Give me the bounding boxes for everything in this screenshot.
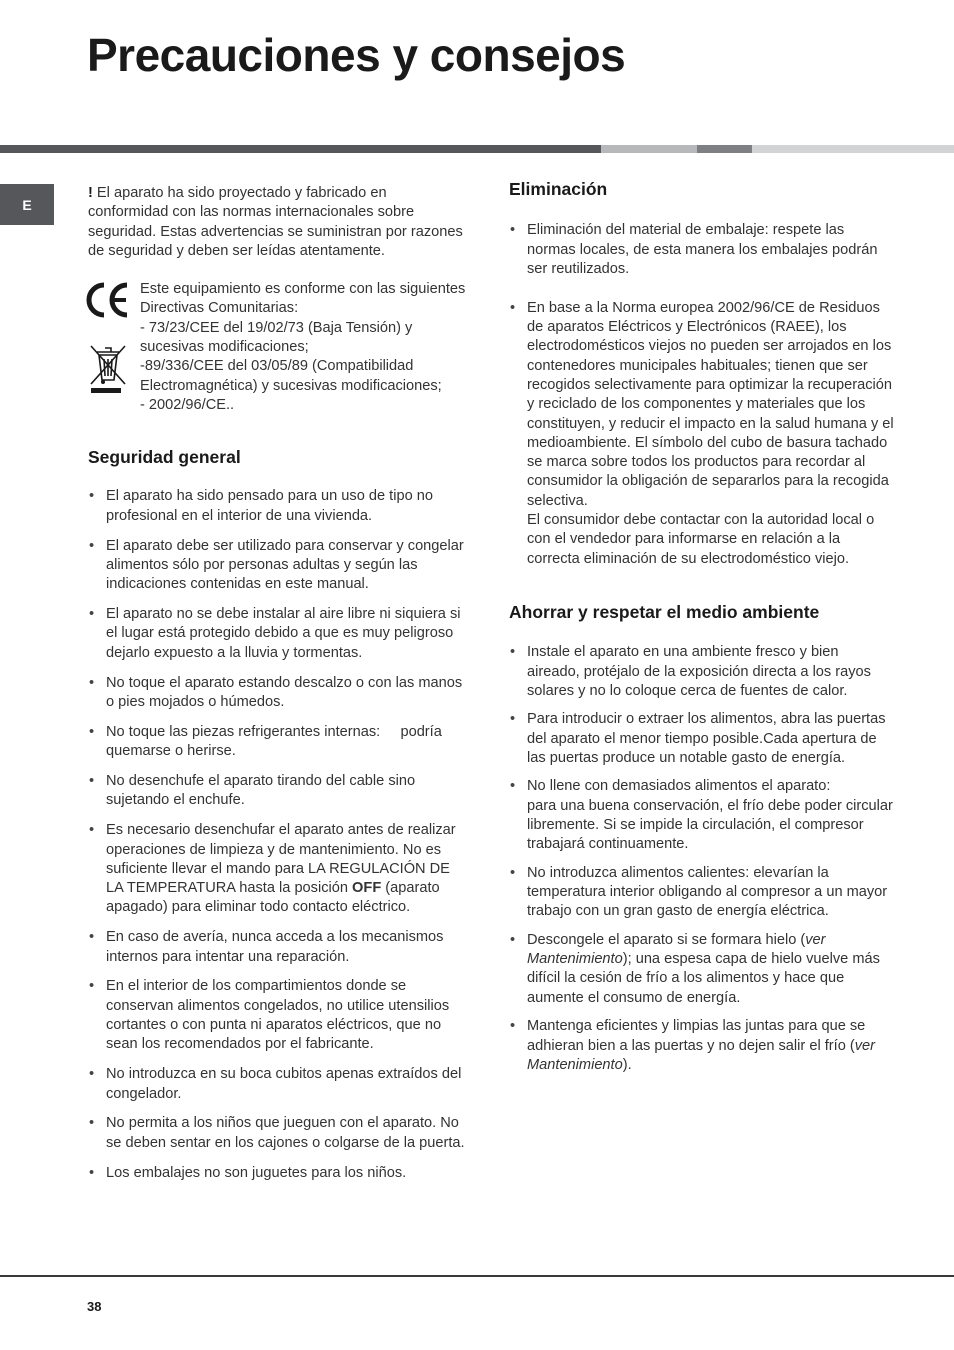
list-item: • El aparato ha sido pensado para un uso de tipo no profesional en el interior de una vivienda. [88, 487, 466, 526]
list-item: • El aparato no se debe instalar al aire libre ni siquiera si el lugar está protegido debido a que es muy peligroso dejarlo expuesto a la lluvia y tormentas. [88, 605, 466, 663]
list-item [509, 299, 894, 569]
list-item: • Para introducir o extraer los alimentos, abra las puertas del aparato el menor tiempo posible.Cada apertura de las puertas produce un notable gasto de energía. [509, 710, 894, 768]
section-heading-ahorrar: Ahorrar y respetar el medio ambiente [509, 601, 820, 622]
list-item-text: • No llene con demasiados alimentos el aparato: [527, 778, 831, 795]
list-item: • No toque las piezas refrigerantes internas: podría quemarse o herirse. [88, 723, 466, 762]
crossed-wheelie-bin-icon [84, 338, 132, 398]
header-bar-segment [697, 145, 752, 153]
left-column [88, 184, 466, 1194]
header-bar-segment [601, 145, 697, 153]
list-item-text: • En base a la Norma europea 2002/96/CE de Residuos de aparatos Eléctricos y Electrónicos (RAEE), los electrodomésticos viejos no pueden ser arrojados en los contenedores municipales habituales; tienen que ser recogidos selectivamente para optimizar la recuperación y reciclado de los componentes y materiales que los constituyen, y reducir el impacto en la salud humana y el medioambiente. El símbolo del cubo de basura tachado se marca sobre todos los productos para recordar al consumidor la obligación de separarlos para la recogida selectiva. [527, 299, 894, 509]
compliance-line: - 2002/96/CE.. [140, 396, 235, 413]
list-item [509, 777, 894, 854]
list-item-text: Es necesario desenchufar el aparato antes de realizar operaciones de limpieza y de mantenimiento. No es suficiente llevar el mando para LA REGULACIÓN DE LA TEMPERATURA hasta la posición [106, 822, 456, 897]
ahorrar-list [509, 643, 894, 1075]
off-position-label: OFF [352, 880, 382, 897]
list-item: • Eliminación del material de embalaje: respete las normas locales, de esta manera los embalajes podrán ser reutilizados. [509, 221, 894, 279]
warning-mark: ! [88, 185, 93, 201]
list-item-text: (aparato apagado) para eliminar todo contacto eléctrico. [106, 880, 440, 916]
list-item: • No introduzca en su boca cubitos apenas extraídos del congelador. [88, 1065, 466, 1104]
intro-text: El aparato ha sido proyectado y fabricado en conformidad con las normas internacionales sobre seguridad. Estas advertencias se suministran por razones de seguridad y deben ser leídas atentamente. [88, 185, 463, 259]
list-item-text: Descongele el aparato si se formara hielo ( [527, 931, 806, 948]
eliminacion-list [509, 221, 894, 569]
compliance-icons [84, 280, 132, 405]
seguridad-list [88, 487, 466, 1182]
compliance-line: - 73/23/CEE del 19/02/73 (Baja Tensión) y sucesivas modificaciones; [140, 319, 413, 356]
compliance-line: -89/336/CEE del 03/05/89 (Compatibilidad Electromagnética) y sucesivas modificaciones; [140, 358, 442, 394]
compliance-line: Este equipamiento es conforme con las siguientes Directivas Comunitarias: [140, 281, 466, 317]
section-heading-seguridad: Seguridad general [88, 447, 241, 468]
page-title: Precauciones y consejos [87, 29, 626, 81]
list-item: • Los embalajes no son juguetes para los niños. [88, 1164, 466, 1183]
list-item: • No toque el aparato estando descalzo o con las manos o pies mojados o húmedos. [88, 674, 466, 713]
list-item: • En el interior de los compartimientos donde se conservan alimentos congelados, no utilice utensilios cortantes o con punta ni aparatos eléctricos, que no sean los recomendados por el fabricante. [88, 977, 466, 1054]
list-item-text: ). [622, 1056, 632, 1073]
list-item-text: El consumidor debe contactar con la autoridad local o con el vendedor para informarse en relación a la correcta eliminación de su electrodoméstico viejo. [527, 512, 875, 567]
list-item-text: para una buena conservación, el frío debe poder circular libremente. Si se impide la circulación, el compresor trabajará continuamente. [527, 797, 893, 853]
list-item: • No desenchufe el aparato tirando del cable sino sujetando el enchufe. [88, 772, 466, 811]
list-item: • No introduzca alimentos calientes: elevarían la temperatura interior obligando al compresor a un mayor trabajo con un gran gasto de energía eléctrica. [509, 864, 894, 922]
language-tab: E [0, 184, 54, 225]
ce-mark-icon [84, 280, 132, 320]
list-item [509, 931, 894, 1008]
right-column [509, 176, 894, 1084]
list-item: • Instale el aparato en una ambiente fresco y bien aireado, protéjalo de la exposición directa a los rayos solares y no lo coloque cerca de fuentes de calor. [509, 643, 894, 701]
list-item [509, 1017, 894, 1075]
cross-reference: ver Mantenimiento [527, 931, 826, 968]
section-heading-eliminacion: Eliminación [509, 179, 608, 199]
compliance-text [140, 280, 468, 415]
intro-paragraph [88, 184, 466, 261]
footer-rule [0, 1275, 954, 1277]
list-item: • En caso de avería, nunca acceda a los mecanismos internos para intentar una reparación. [88, 928, 466, 967]
list-item [88, 821, 466, 917]
cross-reference: ver Mantenimiento [527, 1037, 876, 1073]
list-item: • No permita a los niños que jueguen con el aparato. No se deben sentar en los cajones o colgarse de la puerta. [88, 1114, 466, 1153]
list-item: • El aparato debe ser utilizado para conservar y congelar alimentos sólo por personas adultas y según las indicaciones contenidas en este manual. [88, 537, 466, 595]
compliance-block [88, 280, 466, 413]
header-bar-segment [0, 145, 601, 153]
list-item-text: Mantenga eficientes y limpias las juntas para que se adhieran bien a las puertas y no dejen salir el frío ( [527, 1018, 866, 1054]
list-item-text: ); una espesa capa de hielo vuelve más difícil la cesión de frío a los alimentos y hace que aumente el consumo de energía. [527, 951, 880, 1006]
header-bar-segment [752, 145, 954, 153]
page-number: 38 [87, 1299, 102, 1314]
